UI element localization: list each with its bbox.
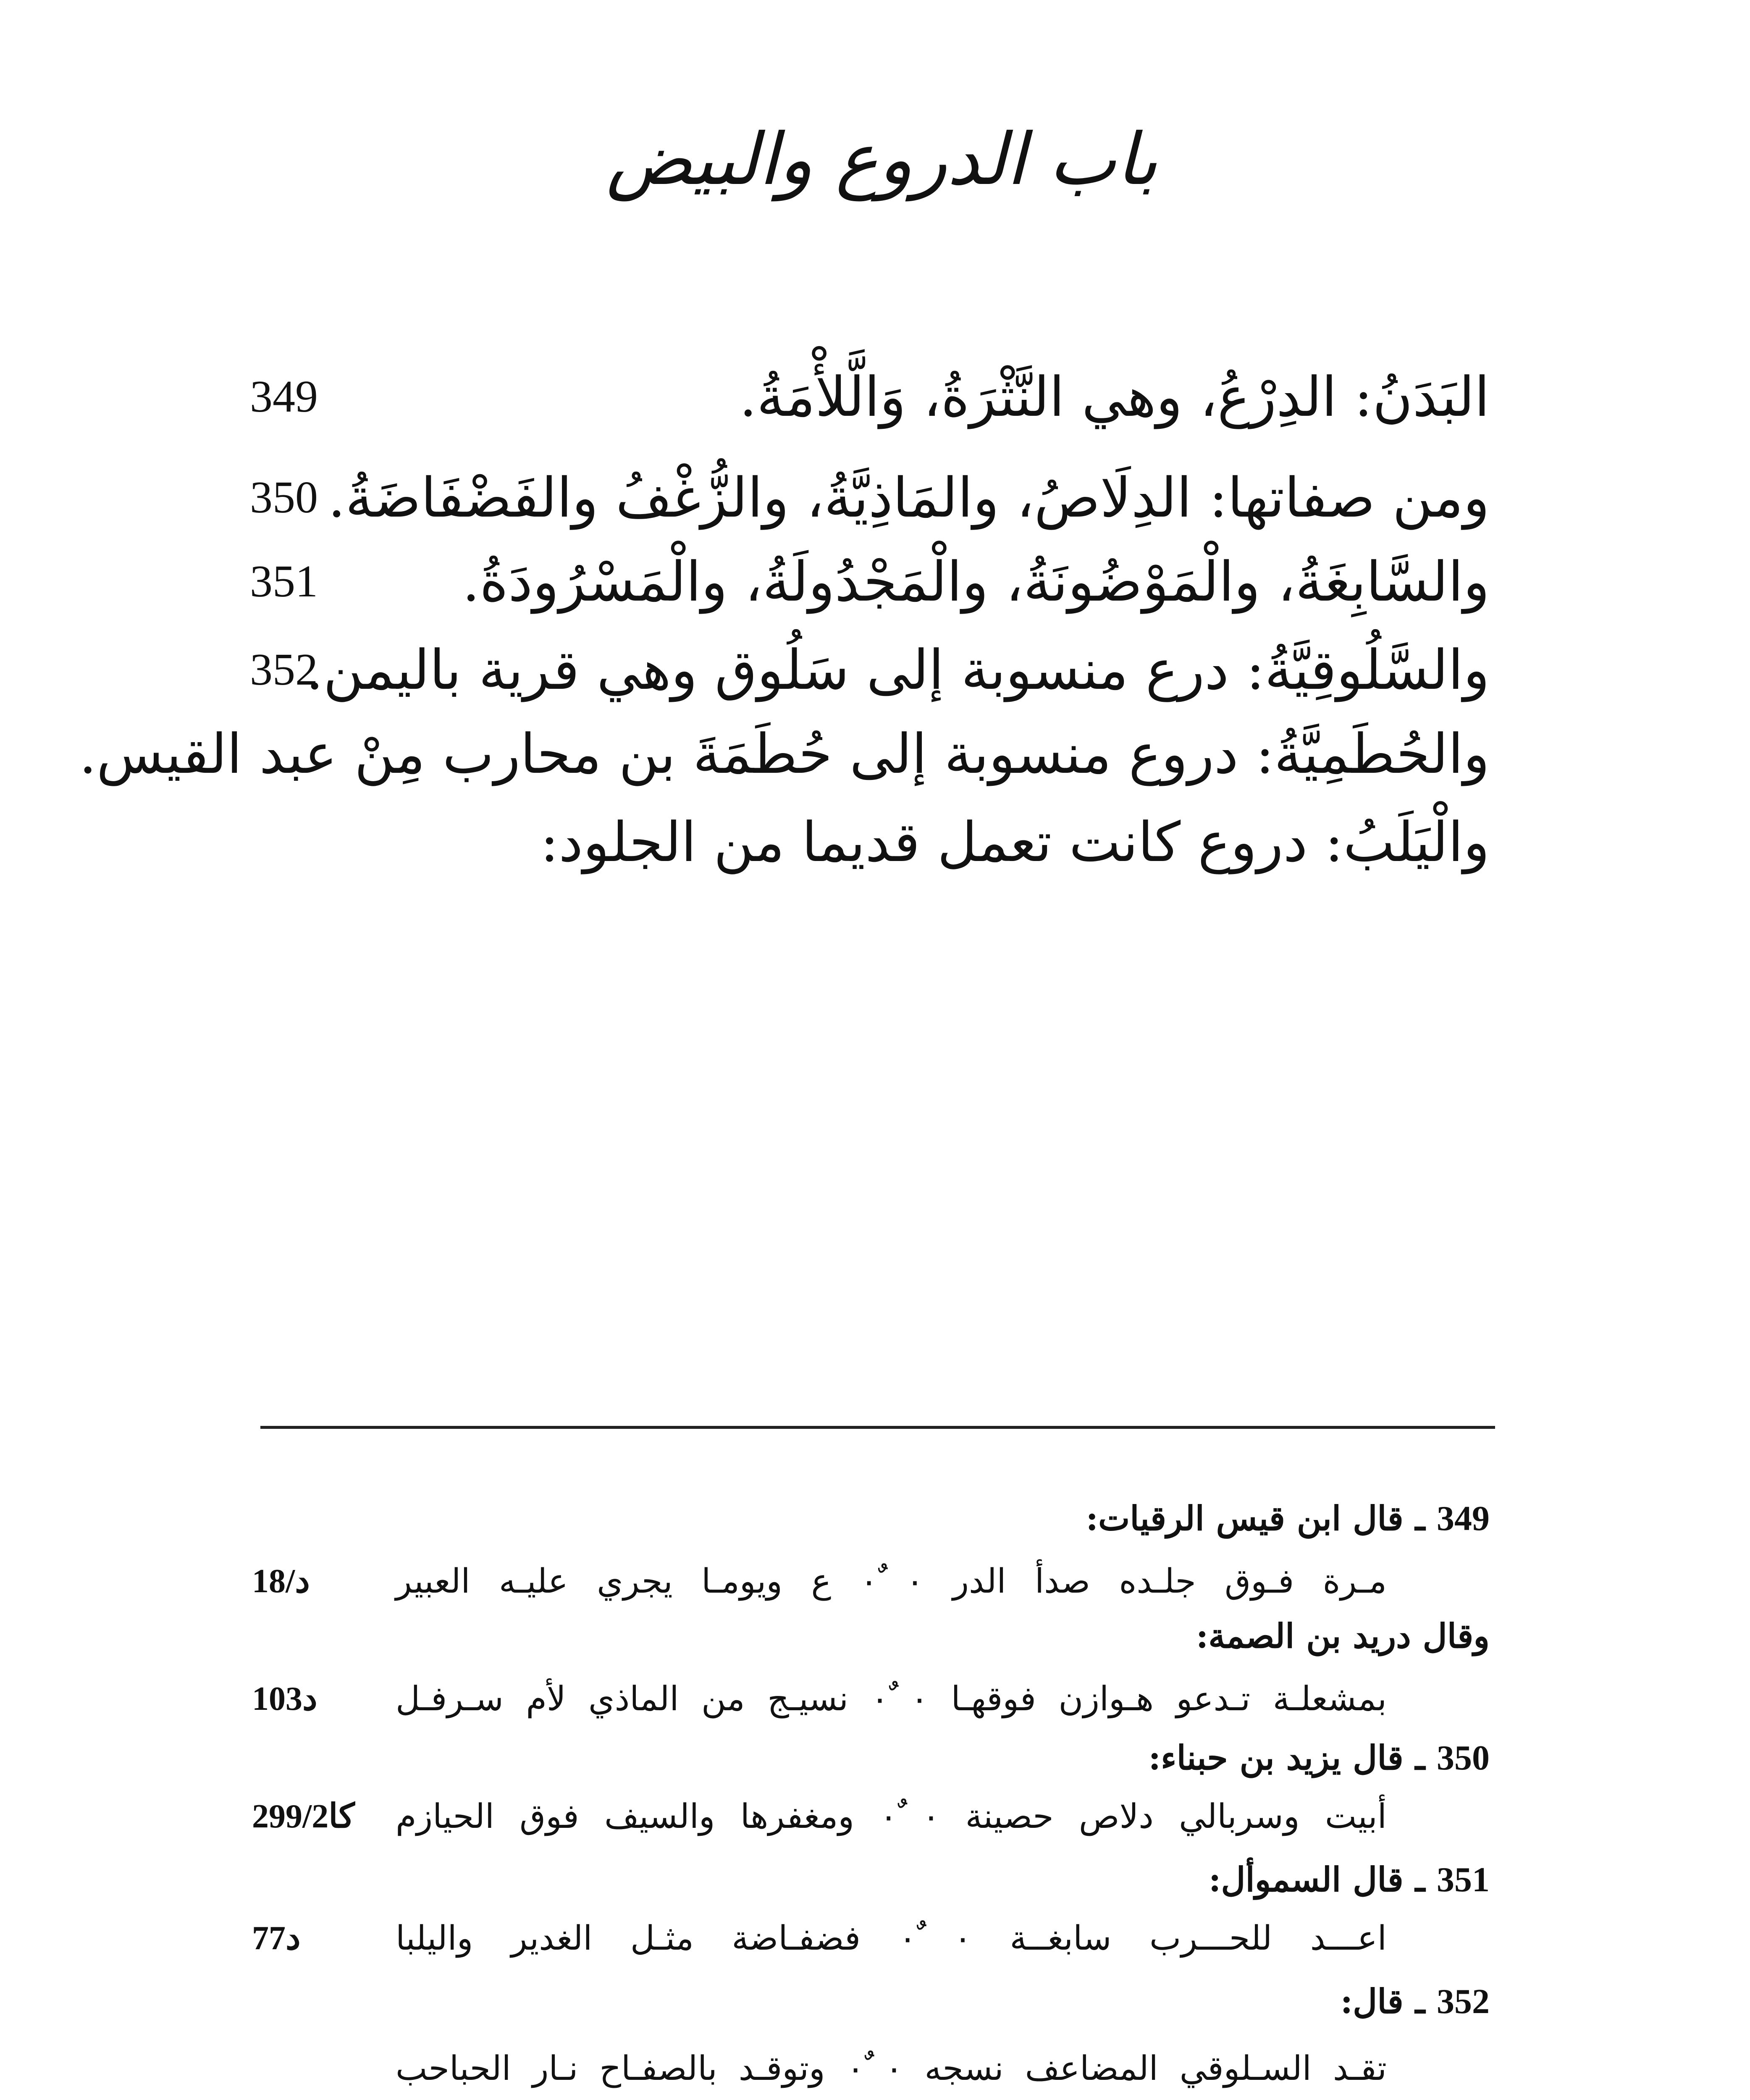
footnote-attribution: قال السموأل: [1208, 1860, 1404, 1899]
entry-line [0, 357, 1750, 437]
entry-text: والحُطَمِيَّةُ: دروع منسوبة إلى حُطَمَةَ بن محارب مِنْ عبد القيس. [79, 722, 1490, 786]
entry-number: 352 [250, 645, 318, 695]
footnote-verse: مـرة فـوق جلـده صدأ الدر ٠ ٌ٠ ع ويومـا يجري عليـه العبير [396, 1562, 1387, 1601]
footnote-attribution: قال: [1340, 1982, 1404, 2021]
footnote-heading: 351 ـ قال السموأل: [1208, 1860, 1490, 1899]
footnote-reference: كا299/2 [252, 1798, 355, 1835]
entry-text: والْيَلَبُ: دروع كانت تعمل قديما من الجلود: [540, 810, 1490, 874]
footnote-heading: 350 ـ قال يزيد بن حبناء: [1148, 1738, 1490, 1777]
entry-line [0, 714, 1750, 794]
entry-text: البَدَنُ: الدِرْعُ، وهي النَّثْرَةُ، وَالَّلأْمَةُ. [739, 365, 1490, 429]
footnote-reference: د103 [252, 1680, 317, 1717]
chapter-title: باب الدروع والبيض [606, 118, 1158, 201]
entry-number: 350 [250, 472, 318, 522]
footnote-verse: أبيت وسربالي دلاص حصينة ٠ ٌ٠ ومغفرها والسيف فوق الحيازم [396, 1797, 1387, 1836]
footnote-attribution: قال يزيد بن حبناء: [1148, 1738, 1404, 1777]
footnote-verse: تقـد السـلوقي المضاعف نسجه ٠ ٌ٠ وتوقـد بالصفـاح نـار الحباحب [396, 2049, 1387, 2088]
entry-line [0, 458, 1750, 538]
footnote-heading: 352 ـ قال: [1340, 1982, 1490, 2021]
entry-text: والسَّابِغَةُ، والْمَوْضُونَةُ، والْمَجْدُولَةُ، والْمَسْرُودَةُ. [462, 550, 1490, 614]
footnote-number: 349 [1437, 1499, 1490, 1538]
entry-line [0, 542, 1750, 622]
footnote-attribution: وقال دريد بن الصمة: [1196, 1616, 1490, 1656]
entry-number: 351 [250, 556, 318, 606]
footnote-verse: بمشعلـة تـدعو هـوازن فوقهـا ٠ ٌ٠ نسيـج من الماذي لأم سـرفـل [396, 1679, 1387, 1718]
footnote-number: 351 [1437, 1860, 1490, 1899]
footnote-reference: د/18 [252, 1563, 310, 1600]
entry-number: 349 [250, 372, 318, 422]
footnote-heading: 349 ـ قال ابن قيس الرقيات: [1086, 1499, 1490, 1538]
entry-line [0, 630, 1750, 710]
footnote-divider [260, 1426, 1495, 1429]
footnote-number: 352 [1437, 1982, 1490, 2021]
entry-line [0, 802, 1750, 882]
footnote-reference: د77 [252, 1920, 301, 1957]
entry-text: والسَّلُوقِيَّةُ: درع منسوبة إلى سَلُوق وهي قرية باليمن. [306, 638, 1490, 702]
entry-text: ومن صفاتها: الدِلَاصُ، والمَاذِيَّةُ، والزُّغْفُ والفَضْفَاضَةُ. [328, 466, 1490, 530]
footnote-number: 350 [1437, 1738, 1490, 1777]
footnote-heading [1196, 1609, 1490, 1663]
footnote-verse: اعـــد للحـــرب سابغــة ٠ ٌ٠ فضفـاضة مثـل الغدير واليلبا [396, 1919, 1387, 1958]
footnote-attribution: قال ابن قيس الرقيات: [1086, 1499, 1404, 1538]
